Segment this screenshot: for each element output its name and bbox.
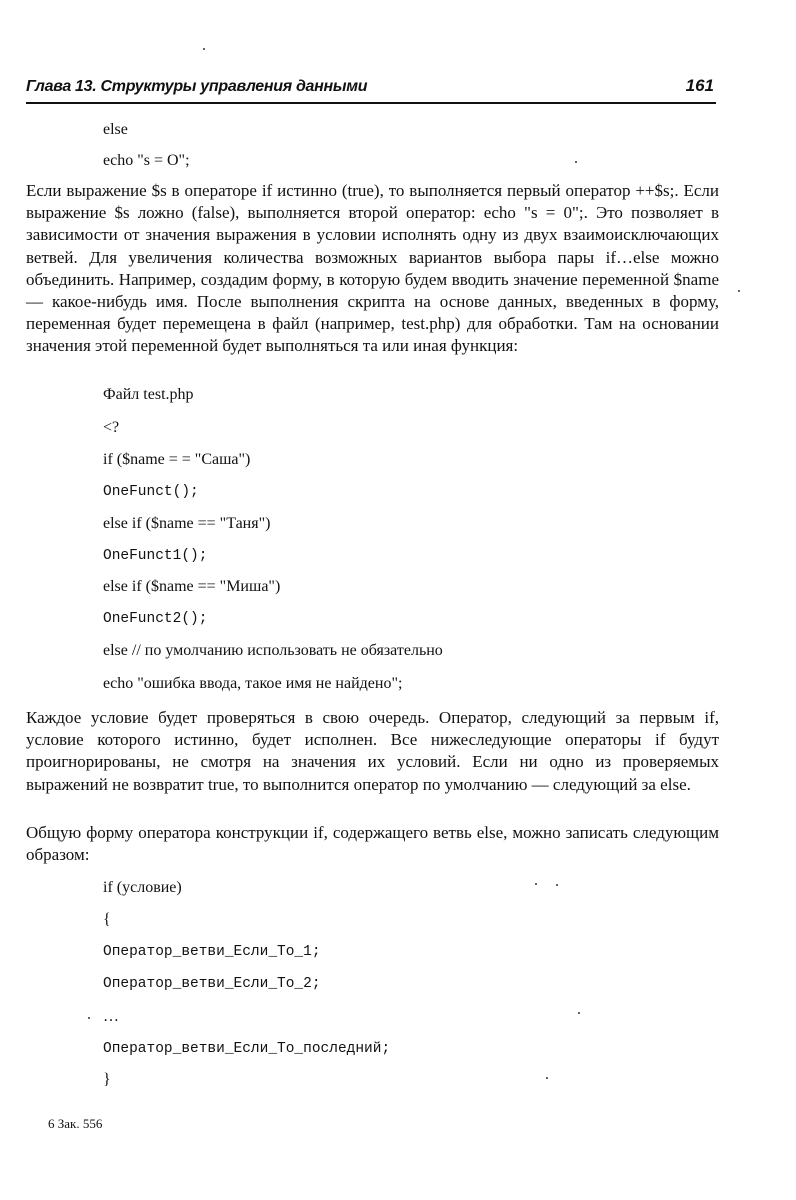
scan-speck bbox=[738, 290, 740, 292]
code-line: Файл test.php bbox=[103, 386, 194, 403]
code-line: <? bbox=[103, 419, 120, 436]
code-line: else bbox=[103, 121, 128, 138]
code-line: } bbox=[103, 1071, 111, 1088]
body-paragraph bbox=[26, 822, 719, 866]
scan-speck bbox=[546, 1077, 548, 1079]
page-number: 161 bbox=[685, 76, 714, 95]
scan-speck bbox=[578, 1012, 580, 1014]
code-line: Оператор_ветви_Если_То_последний; bbox=[103, 1041, 391, 1057]
code-line: if ($name = = "Саша") bbox=[103, 451, 251, 468]
code-line: if (условие) bbox=[103, 879, 182, 896]
chapter-title: Глава 13. Структуры управления данными bbox=[26, 78, 368, 95]
scan-speck bbox=[88, 1017, 90, 1019]
scan-speck bbox=[203, 48, 205, 50]
scan-speck bbox=[556, 884, 558, 886]
code-line: … bbox=[103, 1008, 119, 1025]
code-line: else // по умолчанию использовать не обязательно bbox=[103, 642, 443, 659]
code-line: else if ($name == "Миша") bbox=[103, 578, 281, 595]
code-line: else if ($name == "Таня") bbox=[103, 515, 271, 532]
paragraph-text: Общую форму оператора конструкции if, содержащего ветвь else, можно записать следующим образом: bbox=[26, 823, 719, 865]
print-footer: 6 Зак. 556 bbox=[48, 1116, 103, 1131]
body-paragraph bbox=[26, 180, 719, 358]
scan-speck bbox=[535, 883, 537, 885]
paragraph-text: Если выражение $s в операторе if истинно (true), то выполняется первый оператор ++$s;. Если выражение $s ложно (false), выполняется второй оператор: echo "s = 0";. Это позволяет в зависимости от значения выражения в условии исполнять одну из двух взаимоисключающих ветвей. Для увеличения количества возможных вариантов выбора пары if…else можно объединить. Например, создадим форму, в которую будем вводить значение переменной $name — какое-нибудь имя. После выполнения скрипта на основе данных, введенных в форму, переменная будет перемещена в файл (например, test.php) для обработки. Там на основании значения этой переменной будет выполняться та или иная функция: bbox=[26, 181, 719, 356]
code-line: OneFunct(); bbox=[103, 484, 199, 500]
code-line: echo "s = O"; bbox=[103, 152, 190, 169]
code-line: { bbox=[103, 911, 111, 928]
code-line: OneFunct2(); bbox=[103, 611, 208, 627]
code-line: echo "ошибка ввода, такое имя не найдено"; bbox=[103, 675, 403, 692]
paragraph-text: Каждое условие будет проверяться в свою очередь. Оператор, следующий за первым if, условие которого истинно, будет исполнен. Все нижеследующие операторы if будут проигнорированы, не смотря на значения их условий. Если ни одно из проверяемых выражений не возвратит true, то выполнится оператор по умолчанию — следующий за else. bbox=[26, 708, 719, 794]
page-header bbox=[26, 78, 716, 104]
scan-speck bbox=[575, 161, 577, 163]
code-line: OneFunct1(); bbox=[103, 548, 208, 564]
body-paragraph bbox=[26, 707, 719, 796]
code-line: Оператор_ветви_Если_То_2; bbox=[103, 976, 321, 992]
code-line: Оператор_ветви_Если_То_1; bbox=[103, 944, 321, 960]
